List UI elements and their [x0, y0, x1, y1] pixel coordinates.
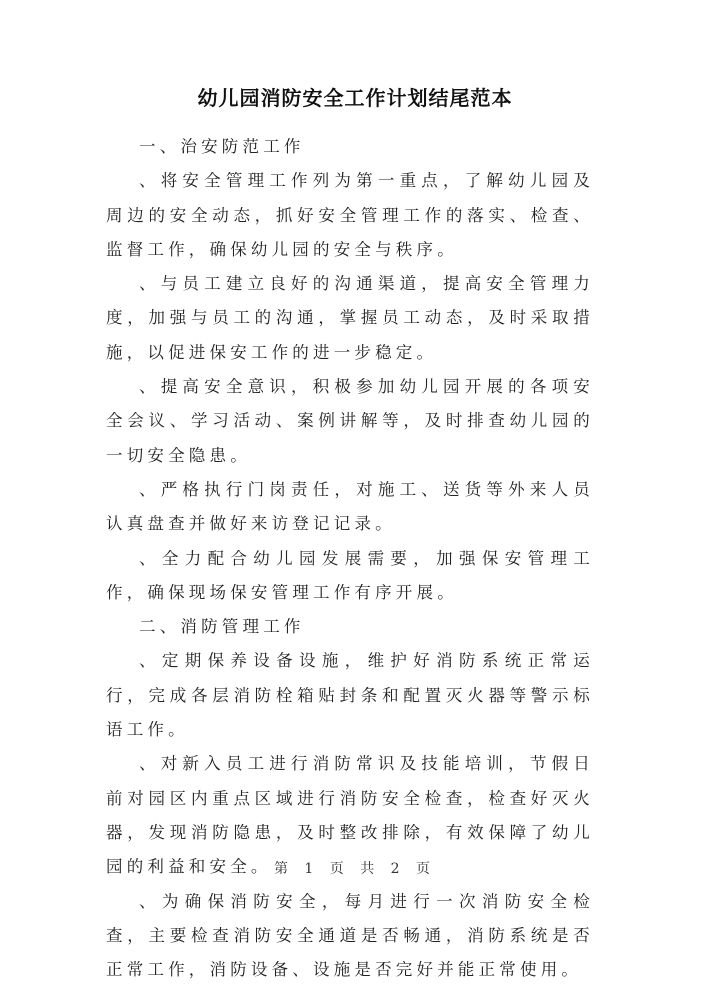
paragraph: 、将安全管理工作列为第一重点，了解幼儿园及周边的安全动态，抓好安全管理工作的落实、检查、监督工作，确保幼儿园的安全与秩序。 [106, 171, 594, 259]
paragraph: 、定期保养设备设施，维护好消防系统正常运行，完成各层消防栓箱贴封条和配置灭火器等警示标语工作。 [106, 651, 594, 740]
paragraph: 、严格执行门岗责任，对施工、送货等外来人员认真盘查并做好来访登记记录。 [106, 479, 594, 534]
paragraph: 、提高安全意识，积极参加幼儿园开展的各项安全会议、学习活动、案例讲解等，及时排查幼儿园的一切安全隐患。 [106, 377, 594, 465]
document-title: 幼儿园消防安全工作计划结尾范本 [197, 86, 513, 110]
paragraph: 、对新入员工进行消防常识及技能培训，节假日前对园区内重点区域进行消防安全检查，检查好灭火器，发现消防隐患，及时整改排除，有效保障了幼儿园的利益和安全。 [106, 754, 594, 877]
paragraph: 、与员工建立良好的沟通渠道，提高安全管理力度，加强与员工的沟通，掌握员工动态，及时采取措施，以促进保安工作的进一步稳定。 [106, 274, 594, 362]
section-heading-public-security: 一、治安防范工作 [139, 137, 305, 156]
paragraph: 、全力配合幼儿园发展需要，加强保安管理工作，确保现场保安管理工作有序开展。 [106, 548, 594, 602]
page-number-footer: 第 1 页 共 2 页 [273, 861, 437, 877]
section-heading-fire-management: 二、消防管理工作 [139, 617, 305, 637]
paragraph: 、为确保消防安全，每月进行一次消防安全检查，主要检查消防安全通道是否畅通，消防系统是否正常工作，消防设备、设施是否完好并能正常使用。 [106, 891, 594, 980]
